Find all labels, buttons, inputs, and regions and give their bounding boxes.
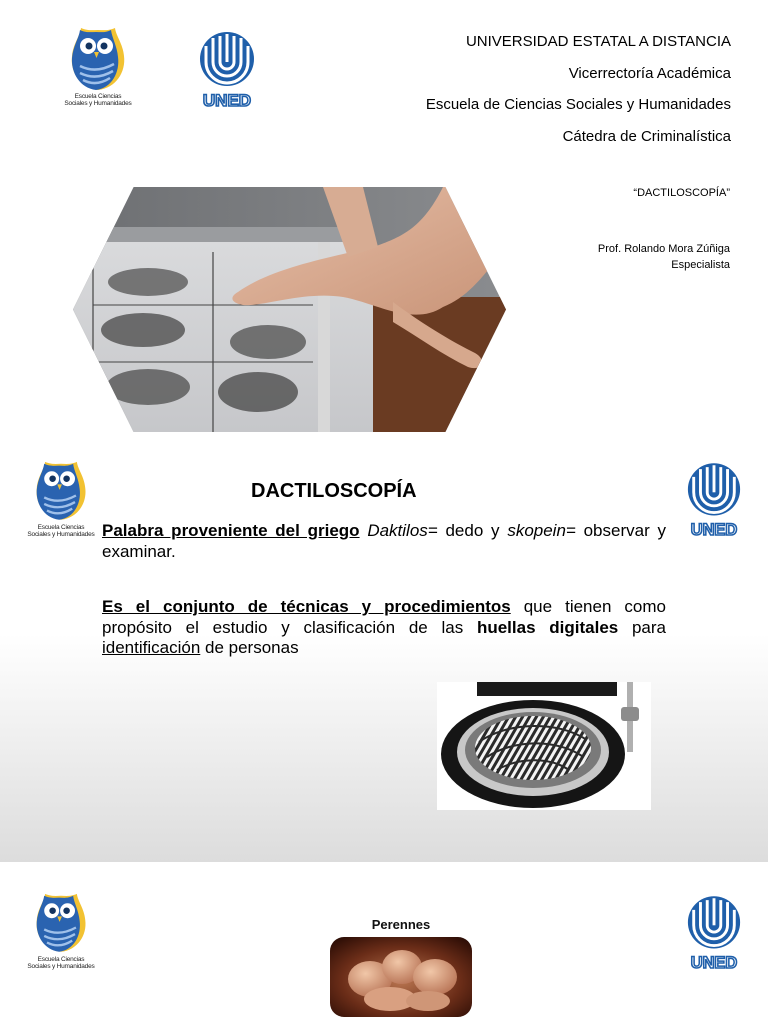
definition-lead: Es el conjunto de técnicas y procedimientos: [102, 597, 511, 616]
professor-role: Especialista: [671, 259, 730, 271]
definition-mid2: para: [618, 617, 666, 637]
professor-name: Prof. Rolando Mora Zúñiga: [597, 243, 730, 255]
term-huellas-digitales: huellas digitales: [476, 617, 619, 637]
uned-logo-text: UNED: [690, 953, 738, 972]
uned-logo-text: UNED: [202, 91, 252, 110]
institution-header: [426, 26, 731, 152]
uned-logo: [197, 32, 257, 110]
fingerprint-photo-image: [73, 187, 506, 432]
etymology-mid: dedo y: [437, 521, 508, 540]
header-line-vicerrectoria: Vicerrectoría Académica: [568, 64, 731, 82]
owl-caption-line1: Escuela Ciencias: [74, 93, 122, 100]
uned-logo-text: UNED: [690, 520, 738, 539]
etymology-lead: Palabra proveniente del griego: [102, 521, 360, 540]
slide-title: Perennes: [371, 917, 431, 932]
definition-tail: de personas: [200, 638, 299, 657]
owl-caption-line2: Sociales y Humanidades: [27, 963, 95, 970]
definition-slide: [0, 446, 768, 864]
uned-logo: [685, 896, 745, 972]
fingerprint-scanner-photo: [437, 682, 651, 810]
owl-caption-line2: Sociales y Humanidades: [27, 531, 95, 538]
owl-caption-line1: Escuela Ciencias: [37, 524, 85, 531]
term-skopein: skopein=: [507, 521, 576, 540]
header-line-catedra: Cátedra de Criminalística: [562, 127, 731, 145]
definition-mid: que tienen como propósito el estudio y clasificación de las: [102, 597, 667, 637]
title-slide: [0, 0, 768, 446]
header-line-escuela: Escuela de Ciencias Sociales y Humanidades: [425, 96, 731, 113]
owl-logo-caption: [16, 524, 106, 538]
subject-title: “DACTILOSCOPÍA”: [633, 187, 730, 199]
embryos-image: [330, 937, 472, 1017]
author-block: [598, 241, 730, 273]
embryos-photo: [330, 937, 472, 1017]
uned-logo: [685, 463, 745, 539]
owl-logo-caption: [53, 93, 143, 107]
perennes-slide: [0, 864, 768, 1024]
owl-logo: [16, 455, 106, 538]
owl-caption-line2: Sociales y Humanidades: [64, 100, 132, 107]
owl-caption-line1: Escuela Ciencias: [37, 956, 85, 963]
fingerprint-scanner-image: [437, 682, 651, 810]
term-identificacion: identificación: [102, 638, 201, 657]
fingerprint-photo: [73, 187, 506, 432]
header-line-university: UNIVERSIDAD ESTATAL A DISTANCIA: [465, 33, 731, 50]
owl-logo: [53, 22, 143, 107]
slide-title: DACTILOSCOPÍA: [251, 480, 417, 502]
etymology-tail: observar y examinar.: [102, 521, 666, 561]
owl-logo: [16, 887, 106, 970]
etymology-paragraph: [102, 521, 666, 562]
definition-paragraph: [102, 597, 666, 659]
term-daktilos: Daktilos=: [367, 521, 438, 540]
owl-logo-caption: [16, 956, 106, 970]
